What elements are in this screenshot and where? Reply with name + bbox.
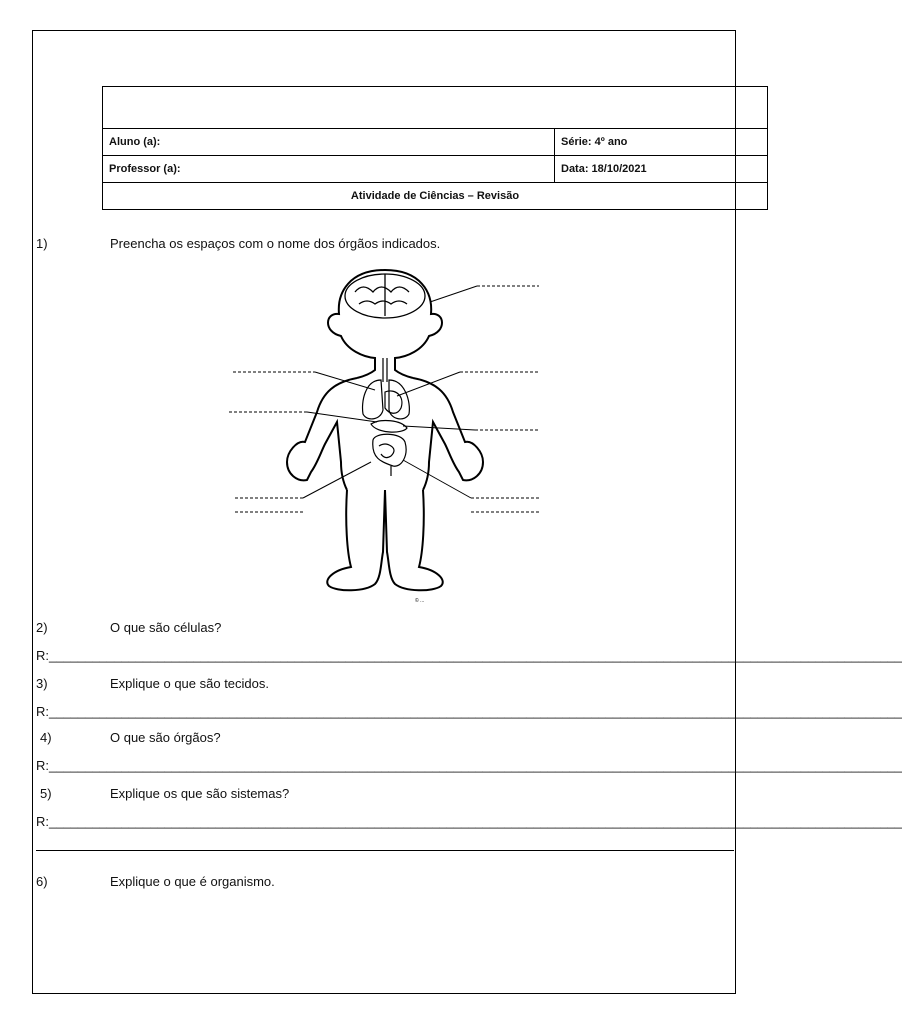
question-text: Explique o que é organismo. — [110, 874, 275, 889]
question-text: O que são células? — [110, 620, 222, 635]
answer-line-3[interactable] — [36, 704, 902, 720]
brain-illustration — [345, 274, 425, 318]
question-number: 1) — [36, 236, 48, 251]
question-number: 5) — [40, 786, 52, 801]
teacher-label[interactable]: Professor (a): — [103, 156, 555, 183]
answer-underscore: ______________________________________________________________________________________________________________________ — [49, 648, 902, 663]
answer-line-5-extra[interactable] — [36, 850, 734, 851]
human-body-diagram — [225, 262, 545, 607]
answer-line-4[interactable] — [36, 758, 902, 774]
answer-prefix: R: — [36, 648, 49, 663]
header-table — [102, 86, 768, 210]
question-text: Preencha os espaços com o nome dos órgãos indicados. — [110, 236, 441, 251]
question-number: 4) — [40, 730, 52, 745]
activity-title: Atividade de Ciências – Revisão — [103, 183, 768, 210]
answer-prefix: R: — [36, 704, 49, 719]
organs-illustration — [363, 358, 410, 476]
question-text: O que são órgãos? — [110, 730, 221, 745]
answer-underscore: ______________________________________________________________________________________________________________________ — [49, 814, 902, 829]
question-number: 6) — [36, 874, 48, 889]
question-text: Explique o que são tecidos. — [110, 676, 269, 691]
answer-line-5[interactable] — [36, 814, 902, 830]
date-label: Data: 18/10/2021 — [555, 156, 768, 183]
student-label[interactable]: Aluno (a): — [103, 129, 555, 156]
grade-label: Série: 4º ano — [555, 129, 768, 156]
answer-line-2[interactable] — [36, 648, 902, 664]
question-number: 3) — [36, 676, 48, 691]
answer-prefix: R: — [36, 814, 49, 829]
question-text: Explique os que são sistemas? — [110, 786, 290, 801]
answer-prefix: R: — [36, 758, 49, 773]
question-number: 2) — [36, 620, 48, 635]
answer-underscore: ______________________________________________________________________________________________________________________ — [49, 704, 902, 719]
answer-blanks[interactable] — [229, 286, 539, 512]
answer-underscore: ______________________________________________________________________________________________________________________ — [49, 758, 902, 773]
header-blank-cell — [103, 87, 768, 129]
diagram-credit: © ... — [415, 598, 425, 604]
